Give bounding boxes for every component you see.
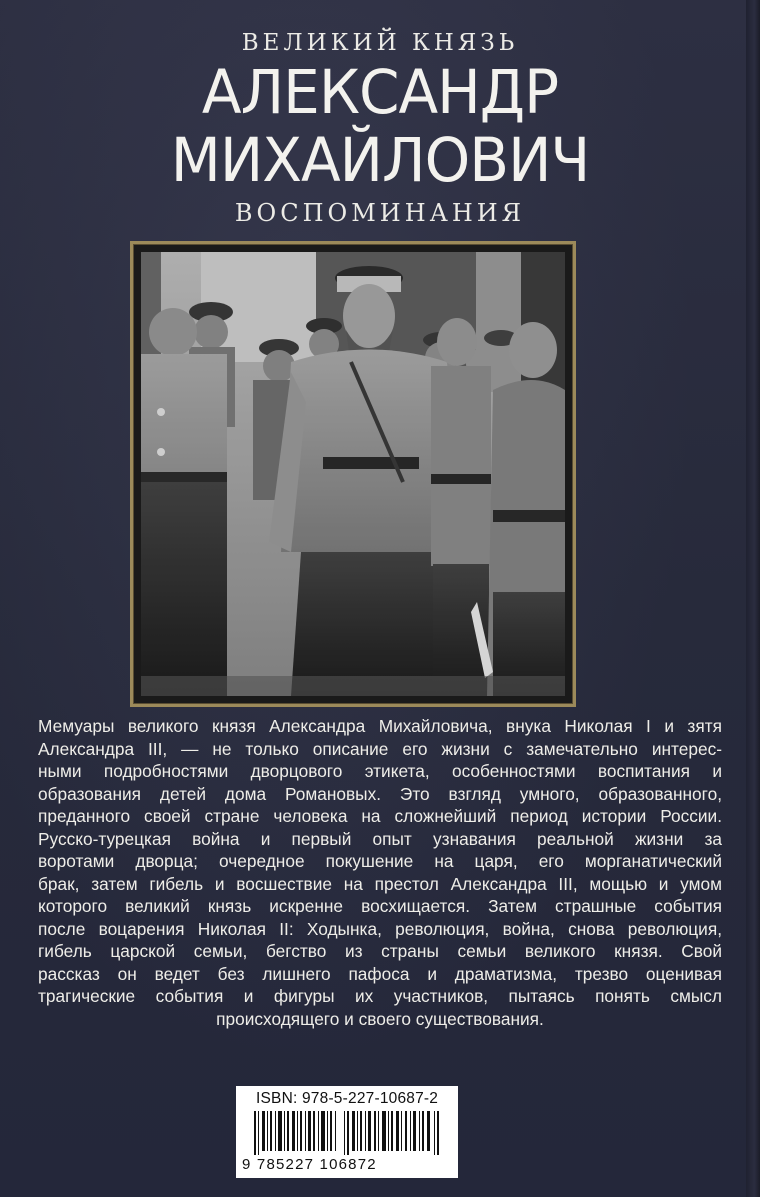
blurb-line: брак, затем гибель и восшествие на престол Александра III, мощью и умом bbox=[38, 873, 722, 894]
blurb-line: Русско-турецкая война и первый опыт узнавания реальной жизни за bbox=[38, 828, 722, 849]
historical-group-photo-icon bbox=[141, 252, 565, 696]
series-line: ВЕЛИКИЙ КНЯЗЬ bbox=[241, 30, 519, 56]
blurb-line: образования детей дома Романовых. Это взгляд умного, образованного, bbox=[38, 783, 722, 804]
blurb-line: происходящего и своего существования. bbox=[216, 1008, 544, 1029]
blurb-line: после воцарения Николая II: Ходынка, революция, война, снова революция, bbox=[38, 918, 722, 939]
subtitle: ВОСПОМИНАНИЯ bbox=[234, 199, 526, 227]
ean-digits: 9 785227 106872 bbox=[242, 1156, 377, 1173]
blurb-line: Александра III, — не только описание его жизни с замечательно интерес- bbox=[38, 738, 722, 759]
isbn-label: ISBN: 978-5-227-10687-2 bbox=[256, 1090, 439, 1107]
title-line-1: АЛЕКСАНДР bbox=[201, 56, 559, 128]
blurb-line: рассказ он ведет без лишнего пафоса и драматизма, трезво оценивая bbox=[38, 963, 722, 984]
blurb-line: ными подробностями дворцового этикета, особенностями воспитания и bbox=[38, 761, 722, 781]
barcode-panel bbox=[236, 1086, 458, 1178]
blurb-line: трагические события и фигуры их участников, пытаясь понять смысл bbox=[38, 986, 722, 1006]
blurb-line: преданного своей стране человека на сложнейший период истории России. bbox=[38, 806, 722, 826]
title-line-2: МИХАЙЛОВИЧ bbox=[170, 124, 590, 196]
barcode-icon bbox=[254, 1111, 444, 1155]
blurb-line: которого великий князь искренне восхищается. Затем страшные события bbox=[38, 896, 722, 916]
blurb-line: воротами дворца; очередное покушение на царя, его морганатический bbox=[38, 851, 722, 871]
blurb-line: гибель царской семьи, бегство из страны семьи великого князя. Свой bbox=[38, 941, 722, 961]
photo-frame bbox=[130, 241, 576, 707]
blurb-text bbox=[38, 715, 722, 1030]
blurb-line: Мемуары великого князя Александра Михайловича, внука Николая I и зятя bbox=[38, 716, 722, 736]
